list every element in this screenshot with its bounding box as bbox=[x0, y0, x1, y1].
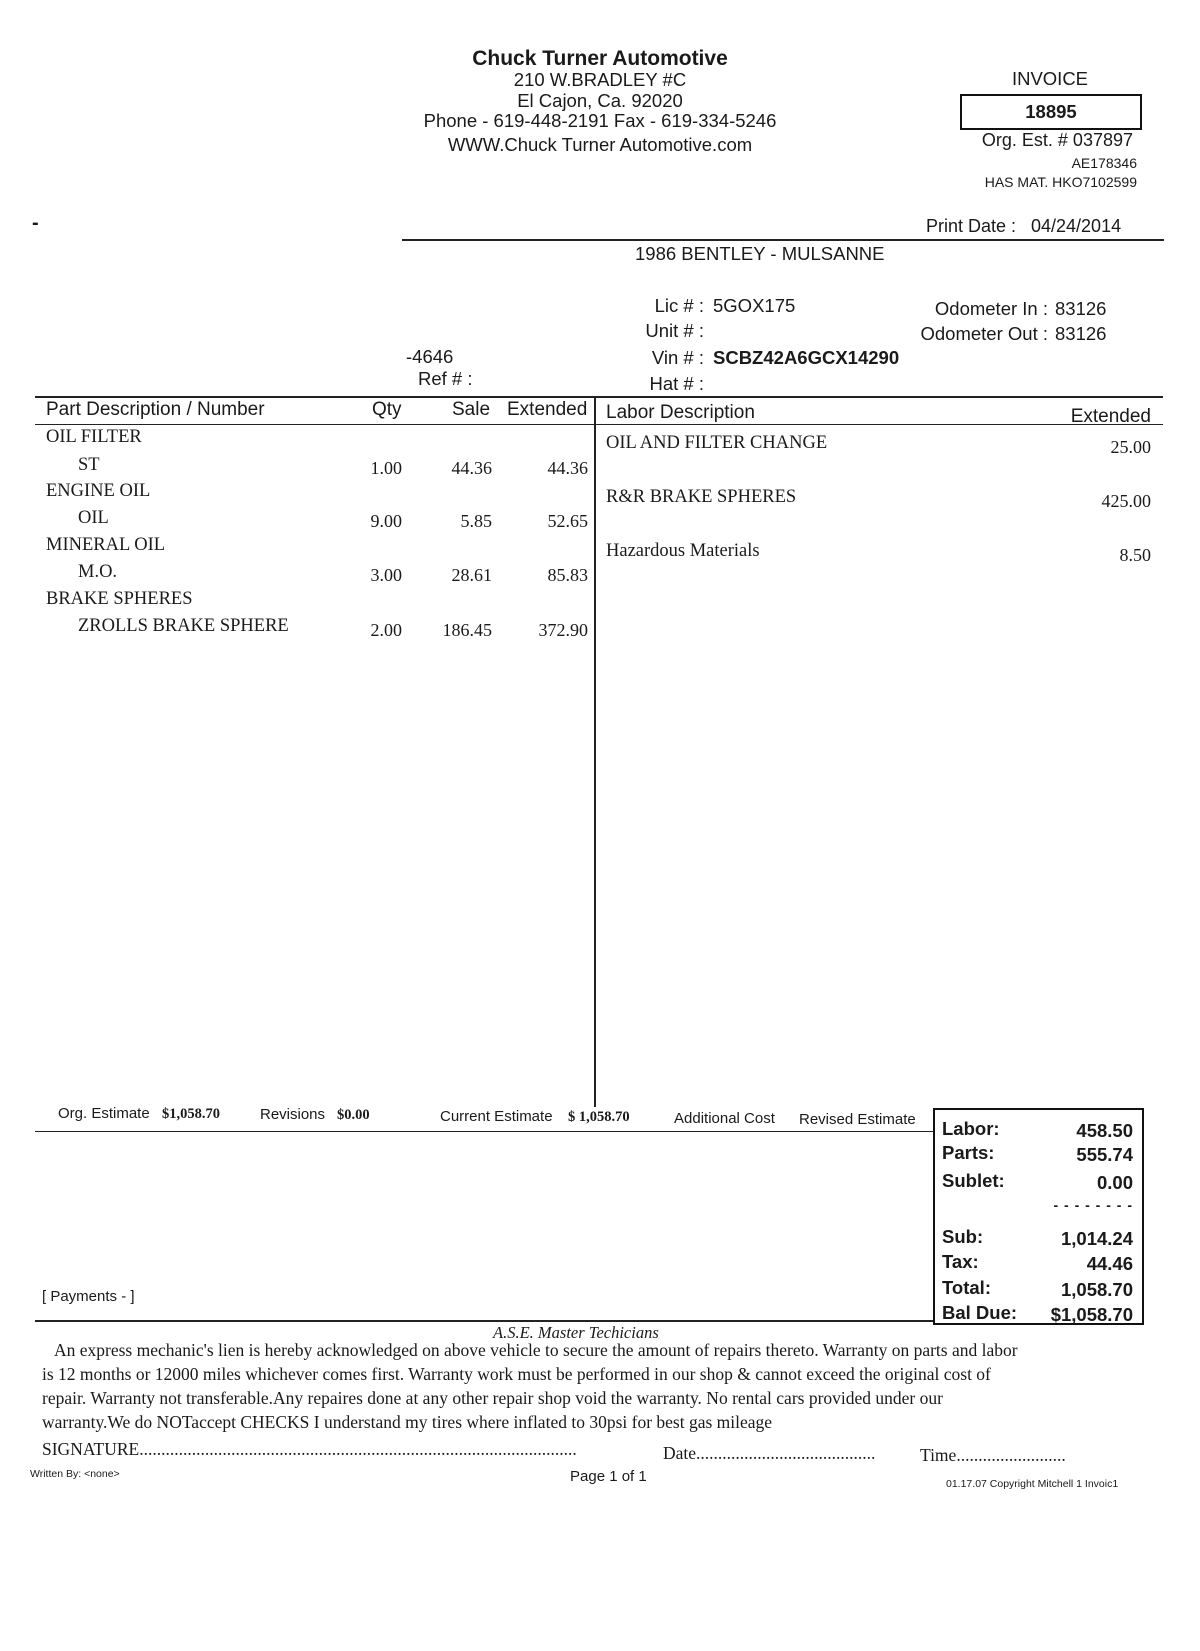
part-sale: 186.45 bbox=[442, 620, 492, 640]
part-category: OIL FILTER bbox=[46, 427, 142, 447]
customer-phone-suffix: -4646 bbox=[406, 346, 454, 367]
totals-sublet-value: 0.00 bbox=[1096, 1172, 1133, 1193]
part-sale: 28.61 bbox=[451, 565, 492, 585]
shop-name: Chuck Turner Automotive bbox=[472, 47, 728, 70]
table-top-rule bbox=[35, 396, 1163, 398]
current-estimate-value: $ 1,058.70 bbox=[568, 1109, 630, 1125]
additional-cost-label: Additional Cost bbox=[674, 1110, 775, 1127]
legal-line-3: repair. Warranty not transferable.Any repaires done at any other repair shop void the warranty. No rental cars provided under our bbox=[42, 1388, 943, 1408]
parts-qty-header: Qty bbox=[372, 399, 402, 420]
totals-sub-label: Sub: bbox=[942, 1226, 984, 1247]
parts-desc-header: Part Description / Number bbox=[46, 399, 265, 420]
totals-sublet-label: Sublet: bbox=[942, 1170, 1005, 1191]
payments-bottom-rule bbox=[35, 1320, 933, 1322]
part-extended: 85.83 bbox=[547, 565, 588, 585]
signature-line: SIGNATURE.................................................................................................... bbox=[42, 1439, 577, 1459]
totals-tax-value: 44.46 bbox=[1086, 1253, 1133, 1274]
time-line: Time......................... bbox=[920, 1445, 1066, 1465]
date-line: Date......................................... bbox=[663, 1443, 876, 1463]
part-sale: 5.85 bbox=[460, 511, 492, 531]
invoice-number: 18895 bbox=[960, 94, 1142, 130]
org-est-number: Org. Est. # 037897 bbox=[981, 130, 1133, 150]
part-qty: 2.00 bbox=[370, 620, 402, 640]
unit-label: Unit # : bbox=[645, 320, 704, 341]
header-rule bbox=[402, 239, 1164, 241]
shop-website: WWW.Chuck Turner Automotive.com bbox=[447, 134, 753, 155]
current-estimate-label: Current Estimate bbox=[440, 1108, 553, 1125]
lic-label: Lic # : bbox=[654, 295, 704, 316]
totals-parts-label: Parts: bbox=[942, 1142, 995, 1163]
revisions-value: $0.00 bbox=[337, 1107, 370, 1123]
labor-desc: Hazardous Materials bbox=[606, 541, 760, 561]
org-estimate-value: $1,058.70 bbox=[162, 1106, 220, 1122]
totals-parts-value: 555.74 bbox=[1076, 1144, 1133, 1165]
parts-extended-header: Extended bbox=[507, 399, 588, 420]
totals-bal-due-value: $1,058.70 bbox=[1050, 1304, 1133, 1325]
part-name: OIL bbox=[78, 508, 109, 528]
ae-number: AE178346 bbox=[1071, 155, 1137, 171]
part-qty: 1.00 bbox=[370, 458, 402, 478]
totals-labor-label: Labor: bbox=[942, 1118, 1000, 1139]
legal-line-1: An express mechanic's lien is hereby acknowledged on above vehicle to secure the amount of repairs thereto. Warranty on parts and labor bbox=[54, 1340, 1018, 1360]
totals-total-value: 1,058.70 bbox=[1060, 1279, 1133, 1300]
labor-extended-header: Extended bbox=[1070, 406, 1151, 427]
odometer-in-label: Odometer In : bbox=[934, 298, 1048, 319]
vin-label: Vin # : bbox=[651, 347, 704, 368]
parts-sale-header: Sale bbox=[452, 399, 491, 420]
parts-labor-divider bbox=[594, 397, 596, 1107]
shop-address-line1: 210 W.BRADLEY #C bbox=[513, 69, 687, 90]
written-by: Written By: <none> bbox=[30, 1468, 120, 1480]
part-extended: 52.65 bbox=[547, 511, 588, 531]
vehicle-title: 1986 BENTLEY - MULSANNE bbox=[635, 243, 885, 264]
part-extended: 372.90 bbox=[538, 620, 588, 640]
totals-labor-value: 458.50 bbox=[1076, 1120, 1133, 1141]
part-category: BRAKE SPHERES bbox=[46, 589, 193, 609]
hat-label: Hat # : bbox=[649, 373, 704, 394]
part-qty: 9.00 bbox=[370, 511, 402, 531]
ref-label: Ref # : bbox=[418, 368, 473, 389]
revisions-label: Revisions bbox=[260, 1106, 326, 1123]
estimates-rule bbox=[35, 1131, 933, 1132]
legal-line-4: warranty.We do NOTaccept CHECKS I understand my tires where inflated to 30psi for best gas mileage bbox=[42, 1412, 773, 1432]
print-date-value: 04/24/2014 bbox=[1031, 216, 1122, 236]
copyright: 01.17.07 Copyright Mitchell 1 Invoic1 bbox=[946, 1478, 1119, 1490]
legal-line-2: is 12 months or 12000 miles whichever comes first. Warranty work must be performed in our shop & cannot exceed the original cost of bbox=[42, 1364, 991, 1384]
odometer-out-value: 83126 bbox=[1055, 323, 1107, 344]
dash-mark: - bbox=[32, 212, 39, 234]
payments-label: [ Payments - ] bbox=[42, 1288, 135, 1305]
totals-total-label: Total: bbox=[942, 1277, 991, 1298]
totals-separator: - - - - - - - - bbox=[1053, 1197, 1133, 1213]
print-date-label: Print Date : bbox=[926, 216, 1017, 236]
page-number: Page 1 of 1 bbox=[570, 1468, 647, 1485]
labor-desc: OIL AND FILTER CHANGE bbox=[606, 433, 828, 453]
part-sale: 44.36 bbox=[451, 458, 492, 478]
labor-extended: 425.00 bbox=[1101, 491, 1151, 511]
labor-extended: 8.50 bbox=[1119, 545, 1151, 565]
lic-value: 5GOX175 bbox=[713, 295, 796, 316]
table-header-rule bbox=[35, 424, 1163, 425]
part-category: ENGINE OIL bbox=[46, 481, 151, 501]
part-extended: 44.36 bbox=[547, 458, 588, 478]
totals-bal-due-label: Bal Due: bbox=[942, 1302, 1018, 1323]
ase-master-technicians: A.S.E. Master Techicians bbox=[493, 1323, 659, 1342]
labor-desc: R&R BRAKE SPHERES bbox=[606, 487, 797, 507]
part-name: ZROLLS BRAKE SPHERE bbox=[78, 616, 289, 636]
has-mat-number: HAS MAT. HKO7102599 bbox=[984, 174, 1137, 190]
totals-sub-value: 1,014.24 bbox=[1060, 1228, 1133, 1249]
shop-phone-fax: Phone - 619-448-2191 Fax - 619-334-5246 bbox=[423, 110, 777, 131]
revised-estimate-label: Revised Estimate bbox=[799, 1111, 916, 1128]
odometer-in-value: 83126 bbox=[1055, 298, 1107, 319]
vin-value: SCBZ42A6GCX14290 bbox=[713, 347, 900, 368]
shop-address-line2: El Cajon, Ca. 92020 bbox=[517, 90, 683, 111]
labor-extended: 25.00 bbox=[1110, 437, 1151, 457]
part-category: MINERAL OIL bbox=[46, 535, 166, 555]
labor-desc-header: Labor Description bbox=[606, 402, 755, 423]
part-qty: 3.00 bbox=[370, 565, 402, 585]
odometer-out-label: Odometer Out : bbox=[920, 323, 1048, 344]
org-estimate-label: Org. Estimate bbox=[58, 1105, 150, 1122]
part-name: M.O. bbox=[78, 562, 118, 582]
part-name: ST bbox=[78, 455, 100, 475]
totals-tax-label: Tax: bbox=[942, 1251, 979, 1272]
invoice-label: INVOICE bbox=[1011, 68, 1089, 89]
